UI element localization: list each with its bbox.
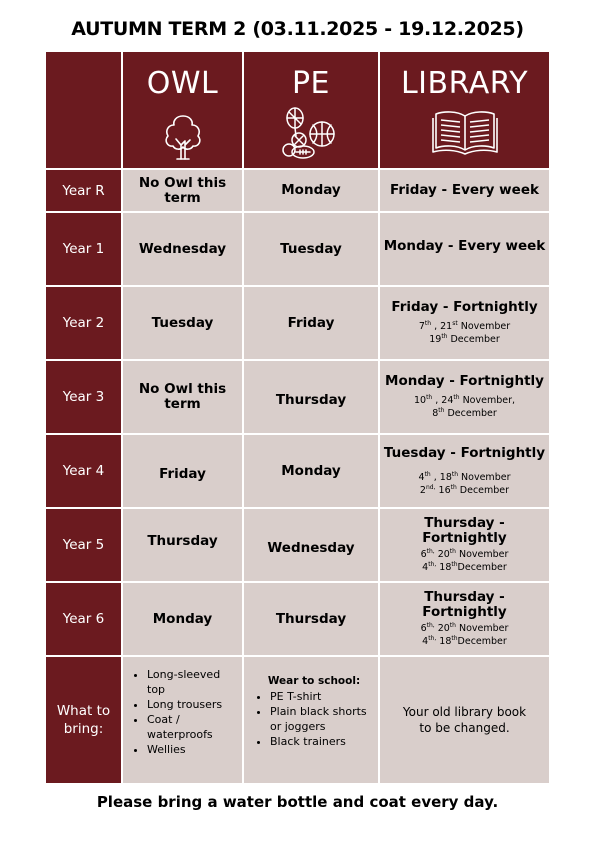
pe-year-2	[244, 287, 378, 359]
library-date-line: $4^{th,}$ 18thDecember	[422, 560, 507, 573]
owl-year-6	[123, 583, 242, 655]
library-year-r	[380, 170, 549, 211]
library-date-line: $4^{th,}$ 18thDecember	[422, 634, 507, 647]
library-year-6	[380, 583, 549, 655]
library-date-line: 8th December	[432, 406, 497, 419]
row-label-year-6: Year 6	[46, 583, 121, 655]
library-year-r-text: Friday - Every week	[390, 182, 539, 198]
library-year-3-text: Monday - Fortnightly	[385, 373, 544, 389]
owl-year-1-text: Wednesday	[138, 240, 227, 257]
pe-bring-item: • Plain black shorts or joggers	[270, 704, 374, 734]
pe-what-to-bring	[244, 657, 378, 783]
library-year-2-dates	[419, 320, 510, 346]
library-year-6-dates	[421, 622, 509, 648]
library-year-3-dates	[414, 394, 515, 420]
owl-year-2-text: Tuesday	[151, 314, 214, 331]
library-year-4-dates	[419, 471, 511, 497]
header-pe	[244, 52, 378, 168]
page-title: AUTUMN TERM 2 (03.11.2025 - 19.12.2025)	[71, 18, 524, 40]
owl-year-1	[123, 213, 242, 285]
pe-year-4	[244, 435, 378, 507]
header-library-label: LIBRARY	[400, 66, 529, 101]
owl-year-2	[123, 287, 242, 359]
library-year-1	[380, 213, 549, 285]
tree-icon	[158, 112, 208, 160]
library-year-3	[380, 361, 549, 433]
pe-year-3-text: Thursday	[275, 391, 347, 408]
library-year-2	[380, 287, 549, 359]
sports-balls-icon	[281, 106, 341, 160]
pe-year-2-text: Friday	[287, 314, 335, 331]
library-date-line: 19th December	[429, 332, 500, 345]
library-year-5	[380, 509, 549, 581]
library-year-5-text: Thursday - Fortnightly	[422, 515, 507, 546]
owl-year-3-text: No Owl this term	[138, 381, 227, 412]
pe-year-6	[244, 583, 378, 655]
library-year-5-dates	[421, 548, 509, 574]
owl-year-6-text: Monday	[152, 610, 213, 627]
header-library	[380, 52, 549, 168]
library-year-2-text: Friday - Fortnightly	[391, 299, 538, 315]
library-what-to-bring	[380, 657, 549, 783]
library-date-line: $2^{nd,}$ 16th December	[419, 483, 510, 496]
pe-bring-list	[254, 689, 374, 749]
owl-year-5	[123, 509, 242, 581]
pe-year-1	[244, 213, 378, 285]
row-label-year-2: Year 2	[46, 287, 121, 359]
row-label-year-r: Year R	[46, 170, 121, 211]
row-label-year-1: Year 1	[46, 213, 121, 285]
pe-bring-item: • PE T-shirt	[270, 689, 374, 704]
pe-year-3	[244, 361, 378, 433]
pe-bring-item: • Black trainers	[270, 734, 374, 749]
owl-year-r-text: No Owl this term	[138, 174, 227, 206]
pe-year-5-text: Wednesday	[267, 539, 355, 556]
header-corner	[46, 52, 121, 168]
open-book-icon	[432, 108, 498, 156]
pe-year-1-text: Tuesday	[280, 240, 342, 257]
library-date-line: $6^{th,}$ 20th November	[420, 547, 509, 560]
owl-bring-list	[131, 667, 238, 757]
owl-what-to-bring	[123, 657, 242, 783]
footer-note: Please bring a water bottle and coat every day.	[96, 793, 499, 811]
library-year-4	[380, 435, 549, 507]
pe-year-r	[244, 170, 378, 211]
library-year-6-text: Thursday - Fortnightly	[422, 589, 507, 620]
library-date-line: 4th , 18th November	[418, 470, 511, 483]
header-pe-label: PE	[291, 66, 331, 101]
row-label-year-5: Year 5	[46, 509, 121, 581]
header-owl	[123, 52, 242, 168]
library-date-line: 7th , 21st November	[418, 319, 511, 332]
pe-year-r-text: Monday	[281, 182, 341, 198]
library-date-line: $6^{th,}$ 20th November	[420, 621, 509, 634]
library-date-line: 10th , 24th November,	[413, 393, 516, 406]
row-label-year-4: Year 4	[46, 435, 121, 507]
pe-year-6-text: Thursday	[275, 610, 347, 627]
library-bring-text: Your old library book to be changed.	[402, 705, 527, 735]
pe-bring-heading: Wear to school:	[267, 675, 361, 687]
owl-bring-item: • Coat / waterproofs	[147, 712, 238, 742]
row-label-what-to-bring: What to bring:	[46, 657, 121, 783]
owl-bring-item: • Long trousers	[147, 697, 238, 712]
owl-bring-item: • Long-sleeved top	[147, 667, 238, 697]
owl-year-5-text: Thursday	[147, 532, 218, 549]
row-label-year-3: Year 3	[46, 361, 121, 433]
pe-year-4-text: Monday	[281, 462, 341, 479]
owl-year-r	[123, 170, 242, 211]
owl-year-4-text: Friday	[159, 465, 206, 482]
owl-year-4	[123, 435, 242, 507]
owl-year-3	[123, 361, 242, 433]
library-year-4-text: Tuesday - Fortnightly	[383, 444, 546, 461]
library-year-1-text: Monday - Every week	[383, 238, 546, 254]
owl-bring-item: • Wellies	[147, 742, 238, 757]
header-owl-label: OWL	[146, 66, 219, 101]
pe-year-5	[244, 509, 378, 581]
